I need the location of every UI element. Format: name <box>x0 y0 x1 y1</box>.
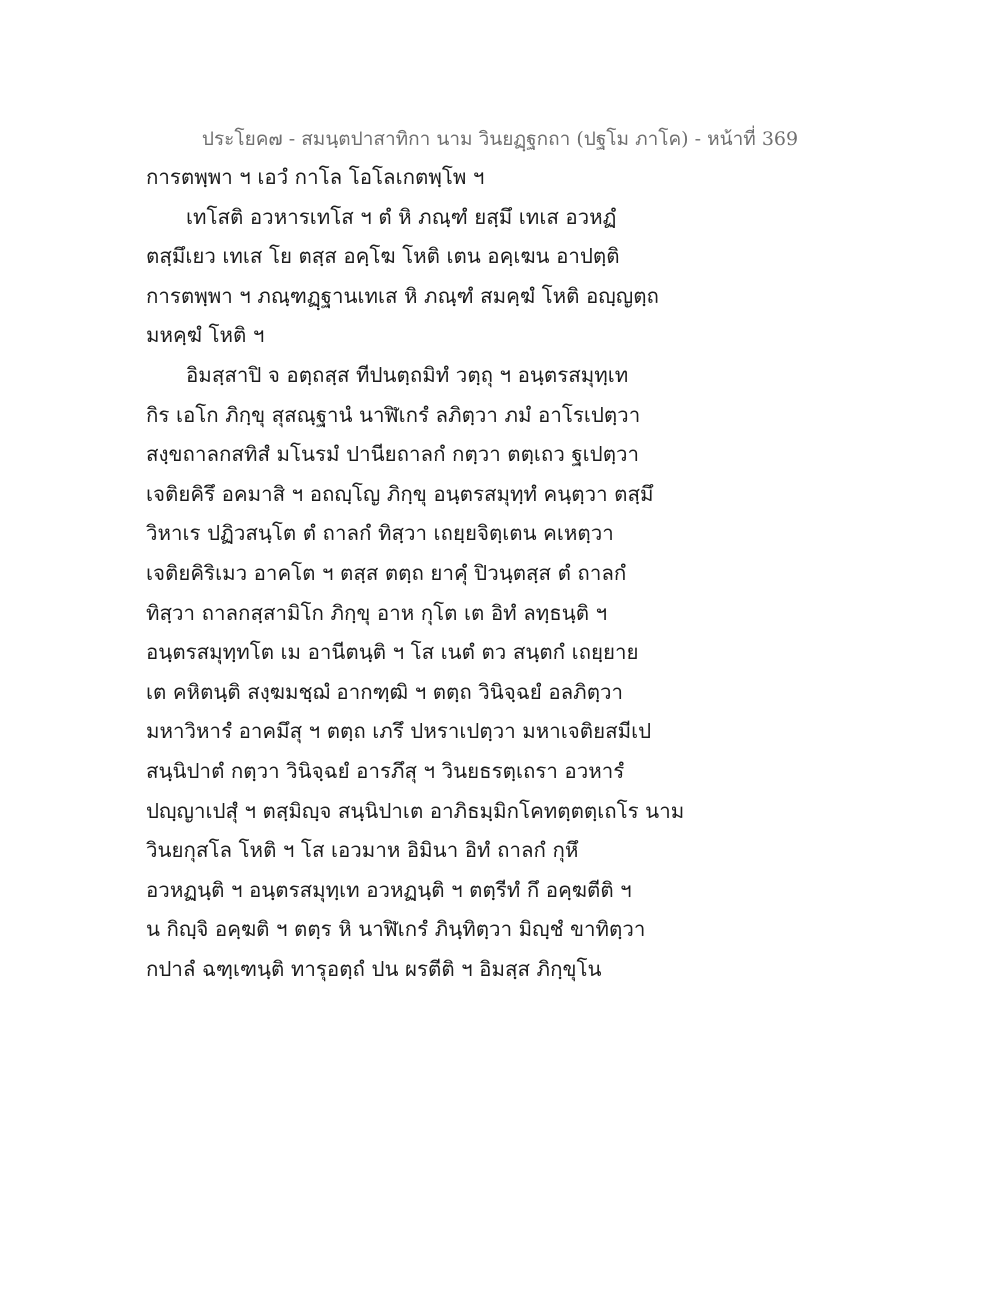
text-line: วิหาเร ปฏิวสนฺโต ตํ ถาลกํ ทิสฺวา เถยฺยจิตฺเตน คเหตฺวา <box>146 521 614 546</box>
paragraph-3 <box>146 356 686 990</box>
text-line: อนฺตรสมุทฺทโต เม อานีตนฺติ ฯ โส เนตํ ตว สนฺตกํ เถยฺยาย <box>146 640 639 665</box>
text-line: เจติยคิริเมว อาคโต ฯ ตสฺส ตตฺถ ยาคุํ ปิวนฺตสฺส ตํ ถาลกํ <box>146 560 627 585</box>
text-line: กิร เอโก ภิกฺขุ สุสณฺฐานํ นาฬิเกรํ ลภิตฺวา ภมํ อาโรเปตฺวา <box>146 402 641 427</box>
text-line: ทิสฺวา ถาลกสฺสามิโก ภิกฺขุ อาห กุโต เต อิทํ ลทฺธนฺติ ฯ <box>146 600 608 625</box>
text-line: มหคฺฆํ โหติ ฯ <box>146 323 265 348</box>
page-header: ประโยค๗ - สมนฺตปาสาทิกา นาม วินยฏฺฐกถา (ปฐโม ภาโค) - หน้าที่ 369 <box>201 128 799 150</box>
text-line: มหาวิหารํ อาคมึสุ ฯ ตตฺถ เภรึ ปหราเปตฺวา มหาเจติยสมีเป <box>146 719 652 744</box>
body-text <box>146 158 686 989</box>
text-line: อิมสฺสาปิ จ อตฺถสฺส ทีปนตฺถมิทํ วตฺถุ ฯ อนฺตรสมุทฺเท <box>186 362 629 387</box>
text-line: อวหฏนฺติ ฯ อนฺตรสมุทฺเท อวหฏนฺติ ฯ ตตฺรีทํ กึ อคฺฆตีติ ฯ <box>146 877 632 902</box>
paragraph-2 <box>146 198 686 356</box>
paragraph-1 <box>146 158 686 198</box>
text-line: ตสฺมึเยว เทเส โย ตสฺส อคฺโฆ โหติ เตน อคฺเฆน อาปตฺติ <box>146 244 620 269</box>
text-line: เทโสติ อวหารเทโส ฯ ตํ หิ ภณฺฑํ ยสฺมึ เทเส อวหฏํ <box>186 204 617 229</box>
text-line: สนฺนิปาตํ กตฺวา วินิจฺฉยํ อารภึสุ ฯ วินยธรตฺเถรา อวหารํ <box>146 758 625 783</box>
text-line: การตพฺพา ฯ เอวํ กาโล โอโลเกตพฺโพ ฯ <box>146 165 485 189</box>
text-line: น กิญฺจิ อคฺฆติ ฯ ตตฺร หิ นาฬิเกรํ ภินฺทิตฺวา มิญฺชํ ขาทิตฺวา <box>146 917 646 942</box>
text-line: วินยกุสโล โหติ ฯ โส เอวมาห อิมินา อิทํ ถาลกํ กุหึ <box>146 838 579 863</box>
text-line: กปาลํ ฉฑฺเฑนฺติ ทารุอตฺถํ ปน ผรตีติ ฯ อิมสฺส ภิกฺขุโน <box>146 956 602 981</box>
text-line: ปญฺญาเปสุํ ฯ ตสฺมิญฺจ สนฺนิปาเต อาภิธมฺมิกโคทตฺตตฺเถโร นาม <box>146 798 685 823</box>
text-line: สงฺขถาลกสทิสํ มโนรมํ ปานียถาลกํ กตฺวา ตตฺเถว ฐเปตฺวา <box>146 442 640 467</box>
text-line: เต คหิตนฺติ สงฺฆมชฺฌํ อากฑฺฒิ ฯ ตตฺถ วินิจฺฉยํ อลภิตฺวา <box>146 679 624 704</box>
text-line: การตพฺพา ฯ ภณฺฑฏฺฐานเทเส หิ ภณฺฑํ สมคฺฆํ โหติ อญฺญตฺถ <box>146 283 659 308</box>
text-line: เจติยคิรึ อคมาสิ ฯ อถญฺโญ ภิกฺขุ อนฺตรสมุทฺทํ คนฺตฺวา ตสฺมึ <box>146 481 654 506</box>
